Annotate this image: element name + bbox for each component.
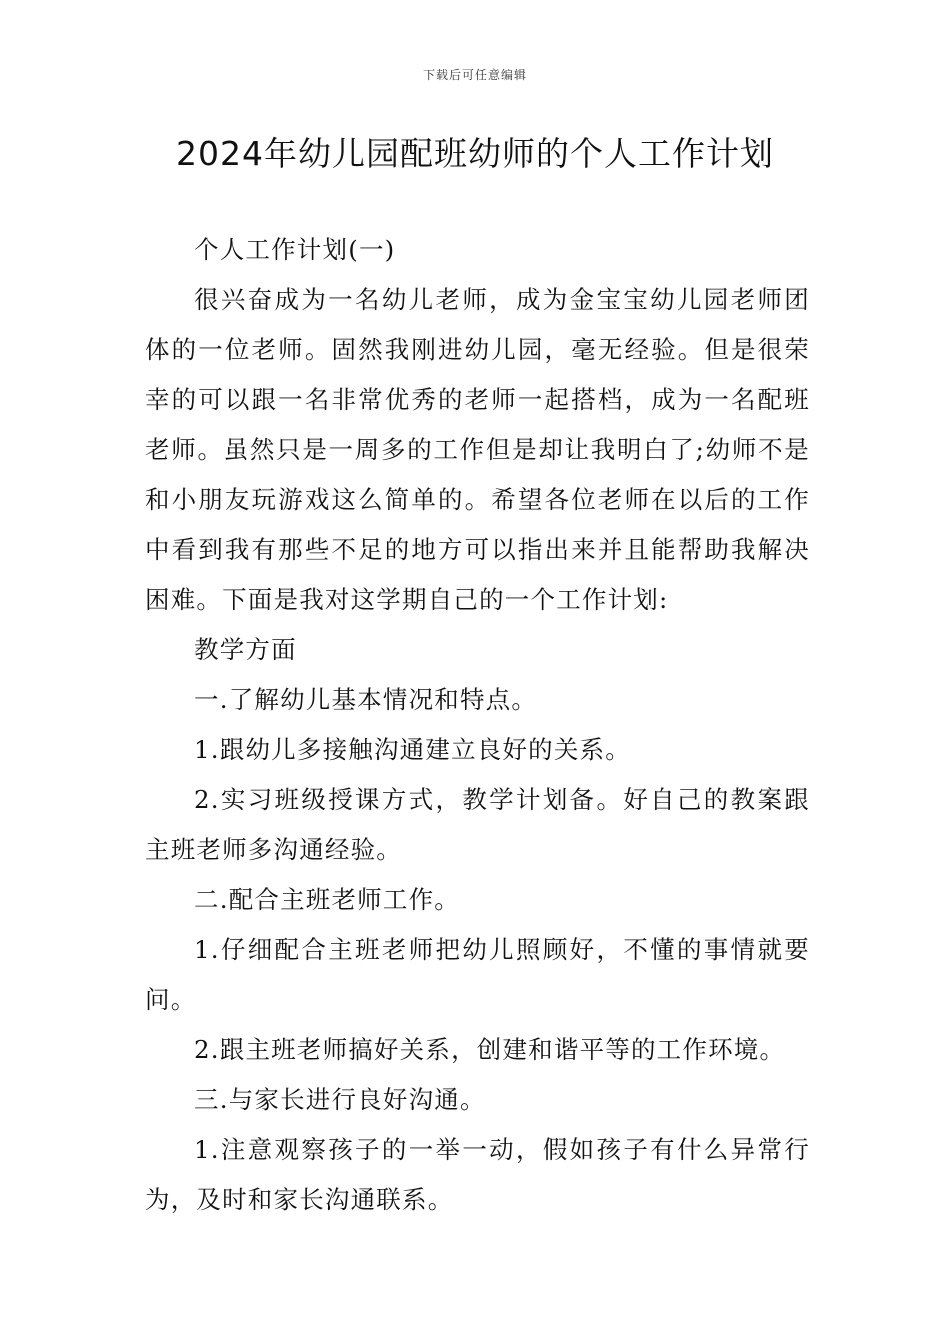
item-1-1: 1.跟幼儿多接触沟通建立良好的关系。 [194,735,631,764]
document-title: 2024年幼儿园配班幼师的个人工作计划 [176,134,774,173]
intro-paragraph: 很兴奋成为一名幼儿老师，成为金宝宝幼儿园老师团体的一位老师。固然我刚进幼儿园，毫无经验。但是很荣幸的可以跟一名非常优秀的老师一起搭档，成为一名配班老师。虽然只是一周多的工作但是却让我明白了;幼师不是和小朋友玩游戏这么简单的。希望各位老师在以后的工作中看到我有那些不足的地方可以指出来并且能帮助我解决困难。下面是我对这学期自己的一个工作计划: [145,285,810,614]
item-3-1: 1.注意观察孩子的一举一动，假如孩子有什么异常行为，及时和家长沟通联系。 [145,1135,810,1214]
section-heading-plan-1: 个人工作计划(一) [194,235,396,264]
section-heading-teaching: 教学方面 [194,635,297,664]
item-heading-2: 二.配合主班老师工作。 [194,885,460,914]
header-note: 下载后可任意编辑 [422,68,527,82]
item-2-1: 1.仔细配合主班老师把幼儿照顾好，不懂的事情就要问。 [145,935,810,1014]
item-2-2: 2.跟主班老师搞好关系，创建和谐平等的工作环境。 [194,1035,786,1064]
item-1-2: 2.实习班级授课方式，教学计划备。好自己的教案跟主班老师多沟通经验。 [145,785,810,864]
item-heading-3: 三.与家长进行良好沟通。 [194,1085,486,1114]
item-heading-1: 一.了解幼儿基本情况和特点。 [194,685,538,714]
document-body [145,225,810,1225]
